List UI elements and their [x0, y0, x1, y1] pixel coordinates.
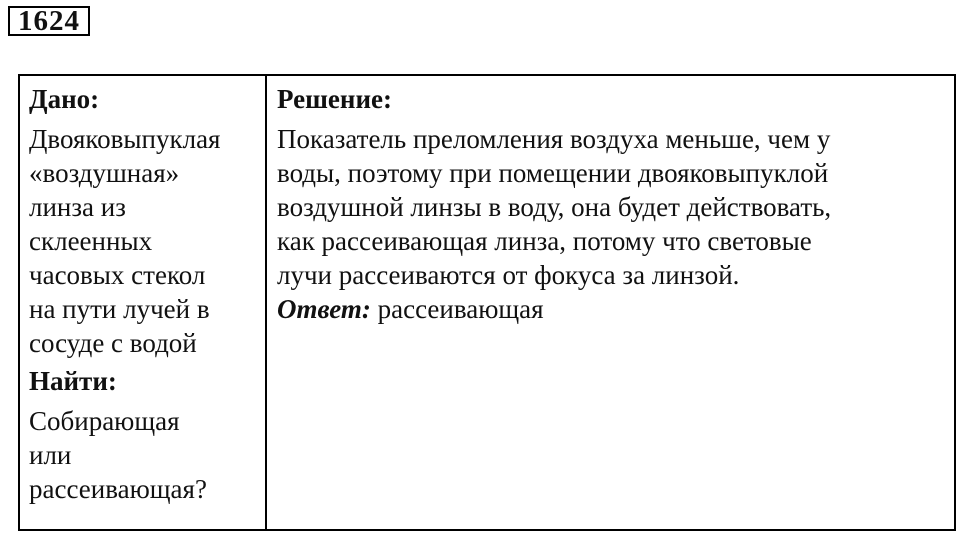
given-text: Двояковыпуклая «воздушная» линза из склеенных часовых стекол на пути лучей в сосуде с водой	[29, 124, 221, 358]
answer-line	[277, 292, 954, 326]
find-text: Собирающая или рассеивающая?	[29, 406, 207, 504]
problem-number: 1624	[8, 6, 90, 36]
answer-label: Ответ:	[277, 294, 371, 324]
solution-heading: Решение:	[277, 84, 392, 114]
find-heading: Найти:	[29, 366, 117, 396]
solution-column	[267, 76, 954, 529]
solution-table	[18, 74, 956, 531]
solution-text: Показатель преломления воздуха меньше, чем у воды, поэтому при помещении двояковыпуклой воздушной линзы в воду, она будет действовать, как рассеивающая линза, потому что световые лучи рассеиваются от фокуса за линзой.	[277, 124, 832, 290]
given-column	[20, 76, 267, 529]
answer-value: рассеивающая	[377, 294, 544, 324]
given-heading: Дано:	[29, 84, 100, 114]
